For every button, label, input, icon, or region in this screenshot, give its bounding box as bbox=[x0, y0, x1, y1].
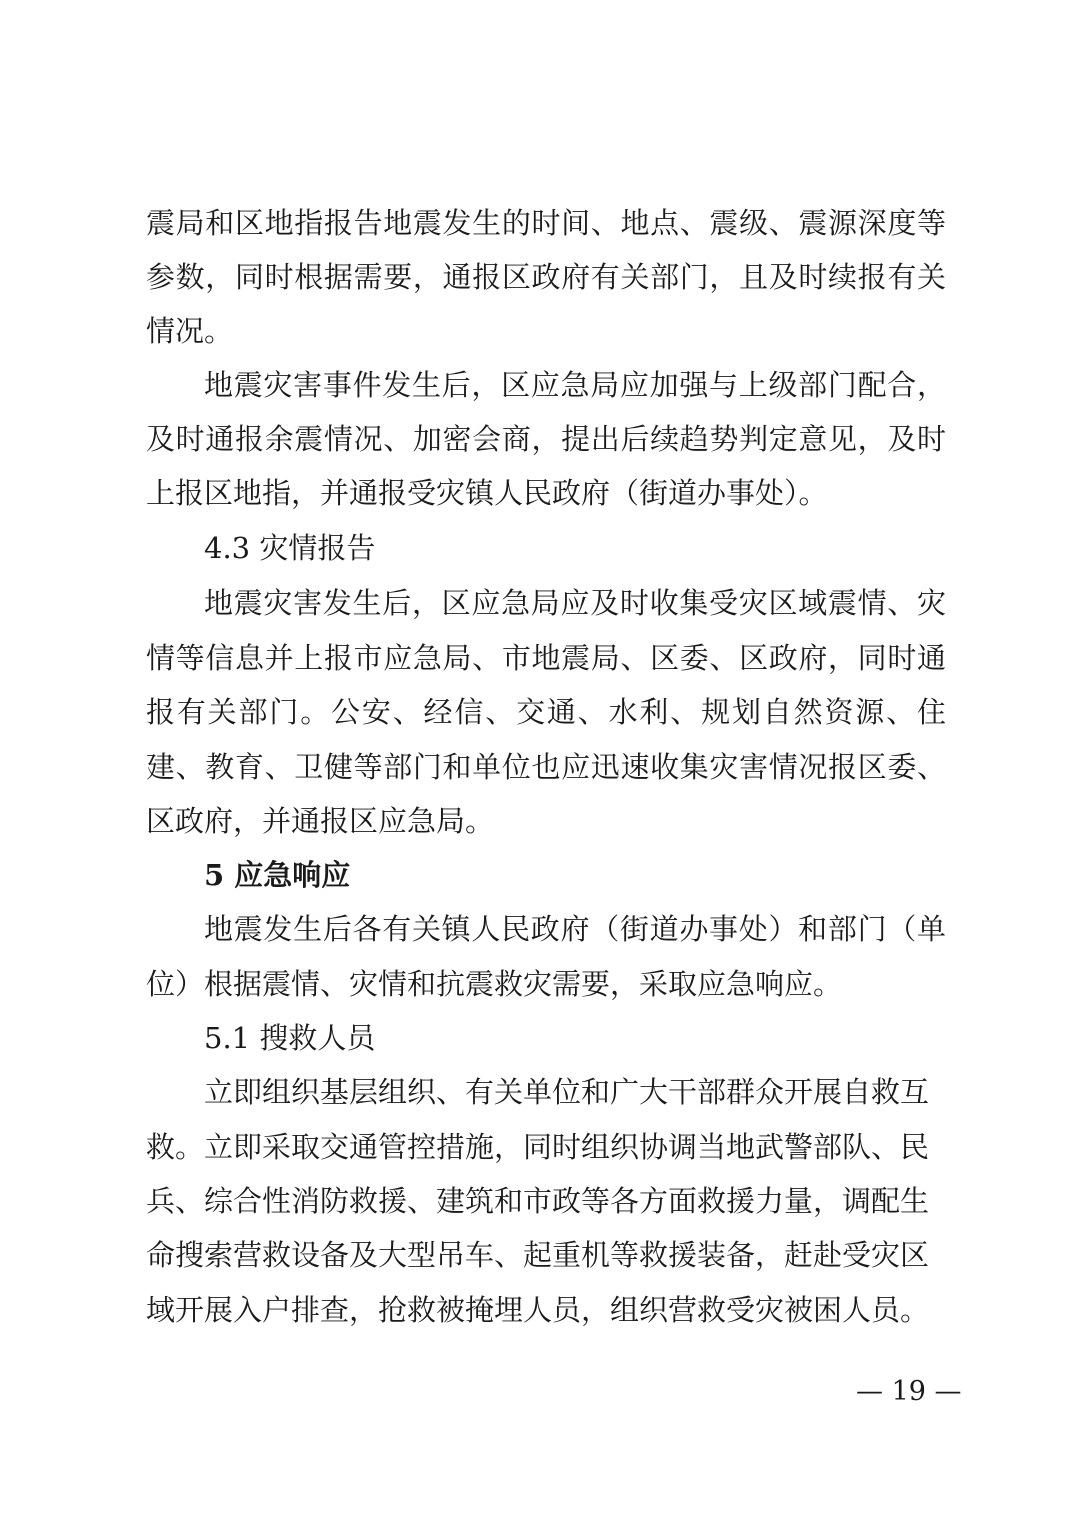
paragraph-line: 位）根据震情、灾情和抗震救灾需要，采取应急响应。 bbox=[146, 967, 843, 1001]
paragraph-line: 域开展入户排查，抢救被掩埋人员，组织营救受灾被困人员。 bbox=[146, 1293, 930, 1327]
section-heading: 4.3 灾情报告 bbox=[204, 531, 376, 565]
paragraph-line: 地震灾害事件发生后，区应急局应加强与上级部门配合， bbox=[204, 368, 946, 402]
paragraph-line: 救。立即采取交通管控措施，同时组织协调当地武警部队、民 bbox=[146, 1130, 930, 1164]
paragraph-line: 报有关部门。公安、经信、交通、水利、规划自然资源、住 bbox=[146, 695, 946, 729]
page-number: — 19 — bbox=[856, 1376, 962, 1407]
paragraph-line: 参数，同时根据需要，通报区政府有关部门，且及时续报有关 bbox=[146, 260, 946, 294]
paragraph-line: 震局和区地指报告地震发生的时间、地点、震级、震源深度等 bbox=[146, 206, 946, 240]
paragraph-line: 情况。 bbox=[146, 314, 234, 348]
paragraph-line: 地震发生后各有关镇人民政府（街道办事处）和部门（单 bbox=[204, 912, 946, 946]
paragraph-line: 及时通报余震情况、加密会商，提出后续趋势判定意见，及时 bbox=[146, 422, 946, 456]
paragraph-line: 命搜索营救设备及大型吊车、起重机等救援装备，赶赴受灾区 bbox=[146, 1238, 930, 1272]
paragraph-line: 情等信息并上报市应急局、市地震局、区委、区政府，同时通 bbox=[146, 641, 946, 675]
section-heading: 5 应急响应 bbox=[204, 858, 351, 892]
paragraph-line: 兵、综合性消防救援、建筑和市政等各方面救援力量，调配生 bbox=[146, 1184, 930, 1218]
paragraph-line: 上报区地指，并通报受灾镇人民政府（街道办事处）。 bbox=[146, 476, 828, 510]
paragraph-line: 地震灾害发生后，区应急局应及时收集受灾区域震情、灾 bbox=[204, 586, 946, 620]
paragraph-line: 区政府，并通报区应急局。 bbox=[146, 804, 495, 838]
section-heading: 5.1 搜救人员 bbox=[204, 1021, 376, 1055]
paragraph-line: 建、教育、卫健等部门和单位也应迅速收集灾害情况报区委、 bbox=[146, 750, 946, 784]
paragraph-line: 立即组织基层组织、有关单位和广大干部群众开展自救互 bbox=[204, 1075, 930, 1109]
